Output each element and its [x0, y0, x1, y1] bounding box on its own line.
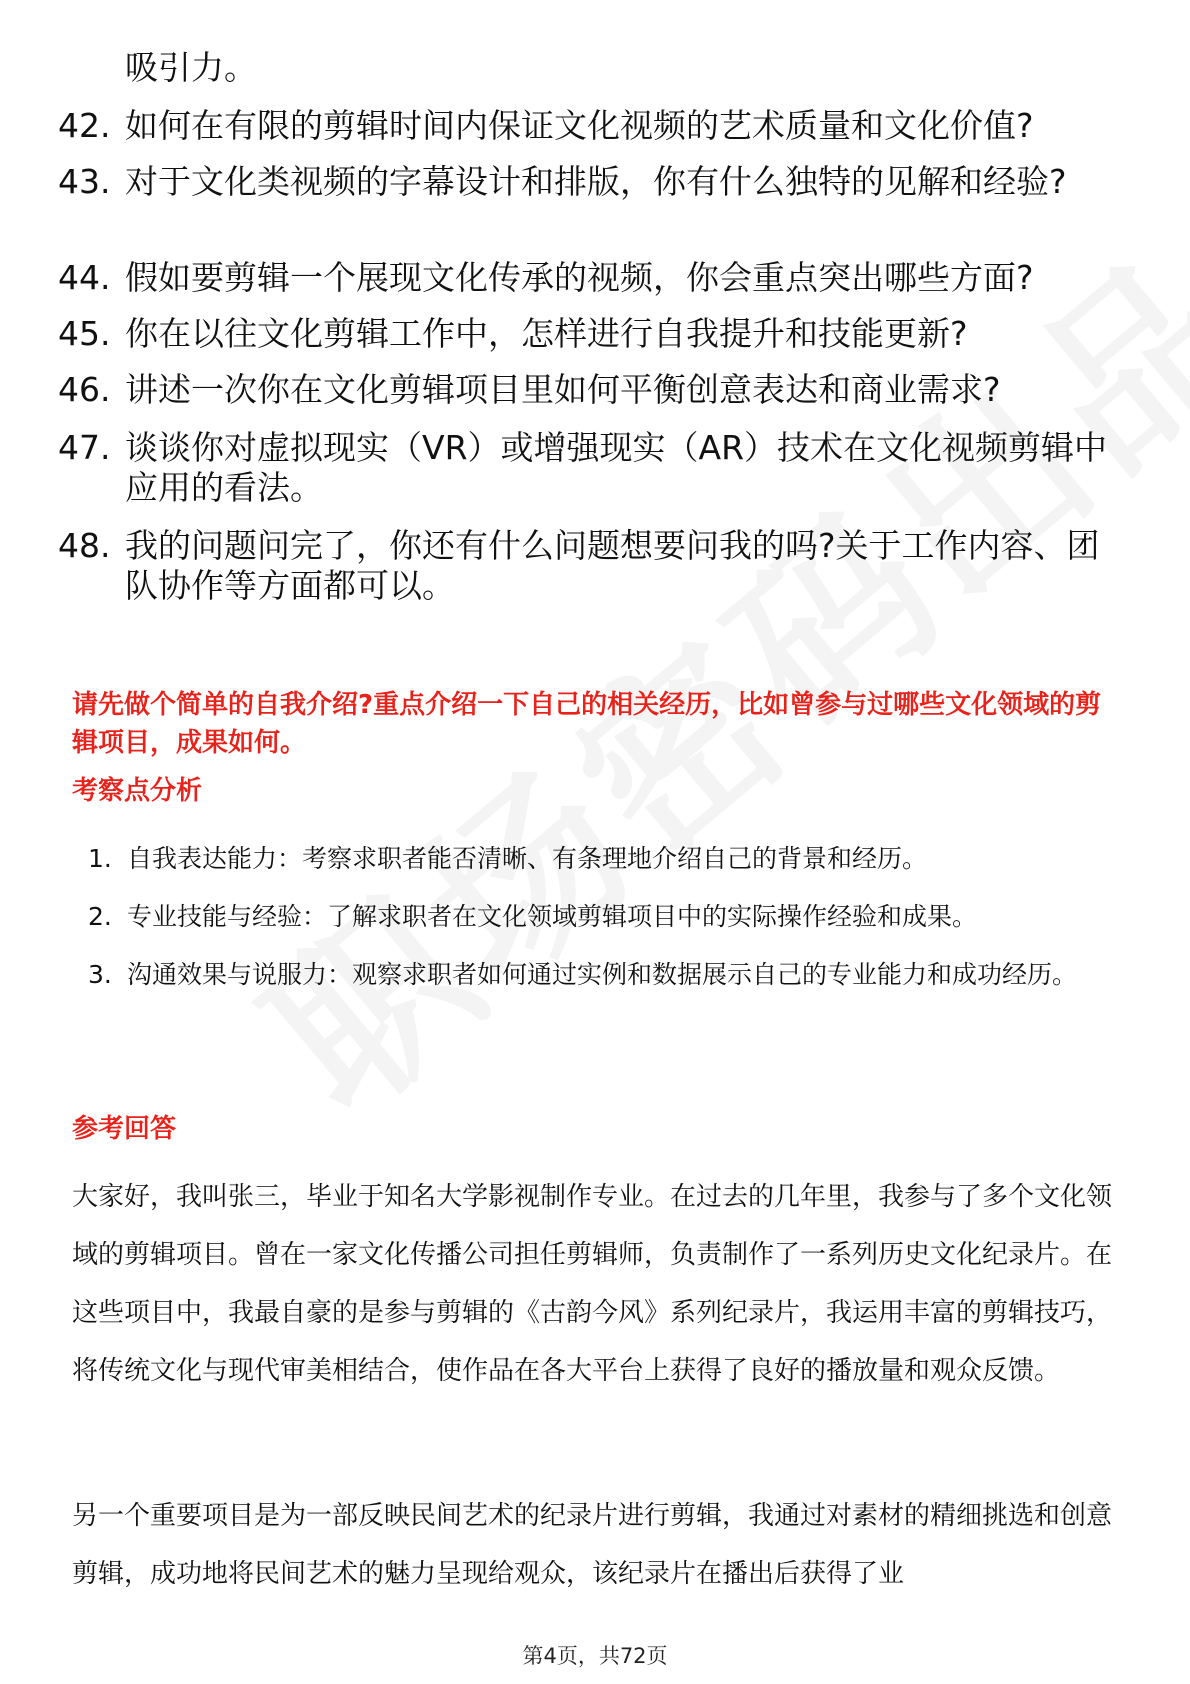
- question-text: 讲述一次你在文化剪辑项目里如何平衡创意表达和商业需求?: [125, 370, 1001, 409]
- analysis-item-number: 2.: [88, 902, 112, 931]
- analysis-item-number: 3.: [88, 960, 112, 989]
- analysis-item-text: 专业技能与经验：了解求职者在文化领域剪辑项目中的实际操作经验和成果。: [127, 902, 978, 931]
- highlight-question: 请先做个简单的自我介绍?重点介绍一下自己的相关经历，比如曾参与过哪些文化领域的剪辑项目，成果如何。: [72, 690, 1102, 758]
- question-number: 48.: [58, 526, 111, 565]
- reference-heading: 参考回答: [72, 1114, 177, 1144]
- question-number: 44.: [58, 258, 111, 297]
- analysis-heading: 考察点分析: [72, 776, 203, 806]
- analysis-item-text: 沟通效果与说服力：观察求职者如何通过实例和数据展示自己的专业能力和成功经历。: [127, 960, 1078, 989]
- reference-paragraph: 另一个重要项目是为一部反映民间艺术的纪录片进行剪辑，我通过对素材的精细挑选和创意剪辑，成功地将民间艺术的魅力呈现给观众，该纪录片在播出后获得了业: [72, 1501, 1113, 1589]
- question-number: 45.: [58, 314, 111, 353]
- question-text: 如何在有限的剪辑时间内保证文化视频的艺术质量和文化价值?: [125, 106, 1034, 145]
- question-text: 谈谈你对虚拟现实（VR）或增强现实（AR）技术在文化视频剪辑中应用的看法。: [125, 428, 1108, 507]
- question-text: 我的问题问完了，你还有什么问题想要问我的吗?关于工作内容、团队协作等方面都可以。: [125, 526, 1100, 605]
- page-number: 第4页，共72页: [522, 1644, 668, 1668]
- question-text: 对于文化类视频的字幕设计和排版，你有什么独特的见解和经验?: [125, 162, 1067, 201]
- reference-paragraph: 大家好，我叫张三，毕业于知名大学影视制作专业。在过去的几年里，我参与了多个文化领域的剪辑项目。曾在一家文化传播公司担任剪辑师，负责制作了一系列历史文化纪录片。在这些项目中，我最自豪的是参与剪辑的《古韵今风》系列纪录片，我运用丰富的剪辑技巧，将传统文化与现代审美相结合，使作品在各大平台上获得了良好的播放量和观众反馈。: [72, 1182, 1113, 1386]
- question-text: 你在以往文化剪辑工作中，怎样进行自我提升和技能更新?: [125, 314, 968, 353]
- document-page: 吸引力。 42. 如何在有限的剪辑时间内保证文化视频的艺术质量和文化价值? 43. 对于文化类视频的字幕设计和排版，你有什么独特的见解和经验? 44. 假如要剪辑一个展现文化传承的视频，你会重点突出哪些方面? 45. 你在以往文化剪辑工作中，怎样进行自我提升和技能更新? 46. 讲述一次你在文化剪辑项目里如何平衡创意表达和商业需求? 47. 谈谈你对虚拟现实（VR）或增强现实（AR）技术在文化视频剪辑中应用的看法。 48. 我的问题问完了，你还有什么问题想要问我的吗?关于工作内容、团队协作等方面都可以。 请先做个简单的自我介绍?重点介绍一下自己的相关经历，比如曾参与过哪些文化领域的剪辑项目，成果如何。 考察点分析 1. 自我表达能力：考察求职者能否清晰、有条理地介绍自己的背景和经历。 2. 专业技能与经验：了解求职者在文化领域剪辑项目中的实际操作经验和成果。 3. 沟通效果与说服力：观察求职者如何通过实例和数据展示自己的专业能力和成功经历。 参考回答 大家好，我叫张三，毕业于知名大学影视制作专业。在过去的几年里，我参与了多个文化领域的剪辑项目。曾在一家文化传播公司担任剪辑师，负责制作了一系列历史文化纪录片。在这些项目中，我最自豪的是参与剪辑的《古韵今风》系列纪录片，我运用丰富的剪辑技巧，将传统文化与现代审美相结合，使作品在各大平台上获得了良好的播放量和观众反馈。 另一个重要项目是为一部反映民间艺术的纪录片进行剪辑，我通过对素材的精细挑选和创意剪辑，成功地将民间艺术的魅力呈现给观众，该纪录片在播出后获得了业 第4页，共72页: [0, 0, 1190, 1684]
- question-number: 42.: [58, 106, 111, 145]
- question-text: 假如要剪辑一个展现文化传承的视频，你会重点突出哪些方面?: [125, 258, 1034, 297]
- question-number: 46.: [58, 370, 111, 409]
- question-number: 43.: [58, 162, 111, 201]
- question-number: 47.: [58, 428, 111, 467]
- analysis-item-number: 1.: [88, 844, 112, 873]
- analysis-item-text: 自我表达能力：考察求职者能否清晰、有条理地介绍自己的背景和经历。: [127, 844, 928, 873]
